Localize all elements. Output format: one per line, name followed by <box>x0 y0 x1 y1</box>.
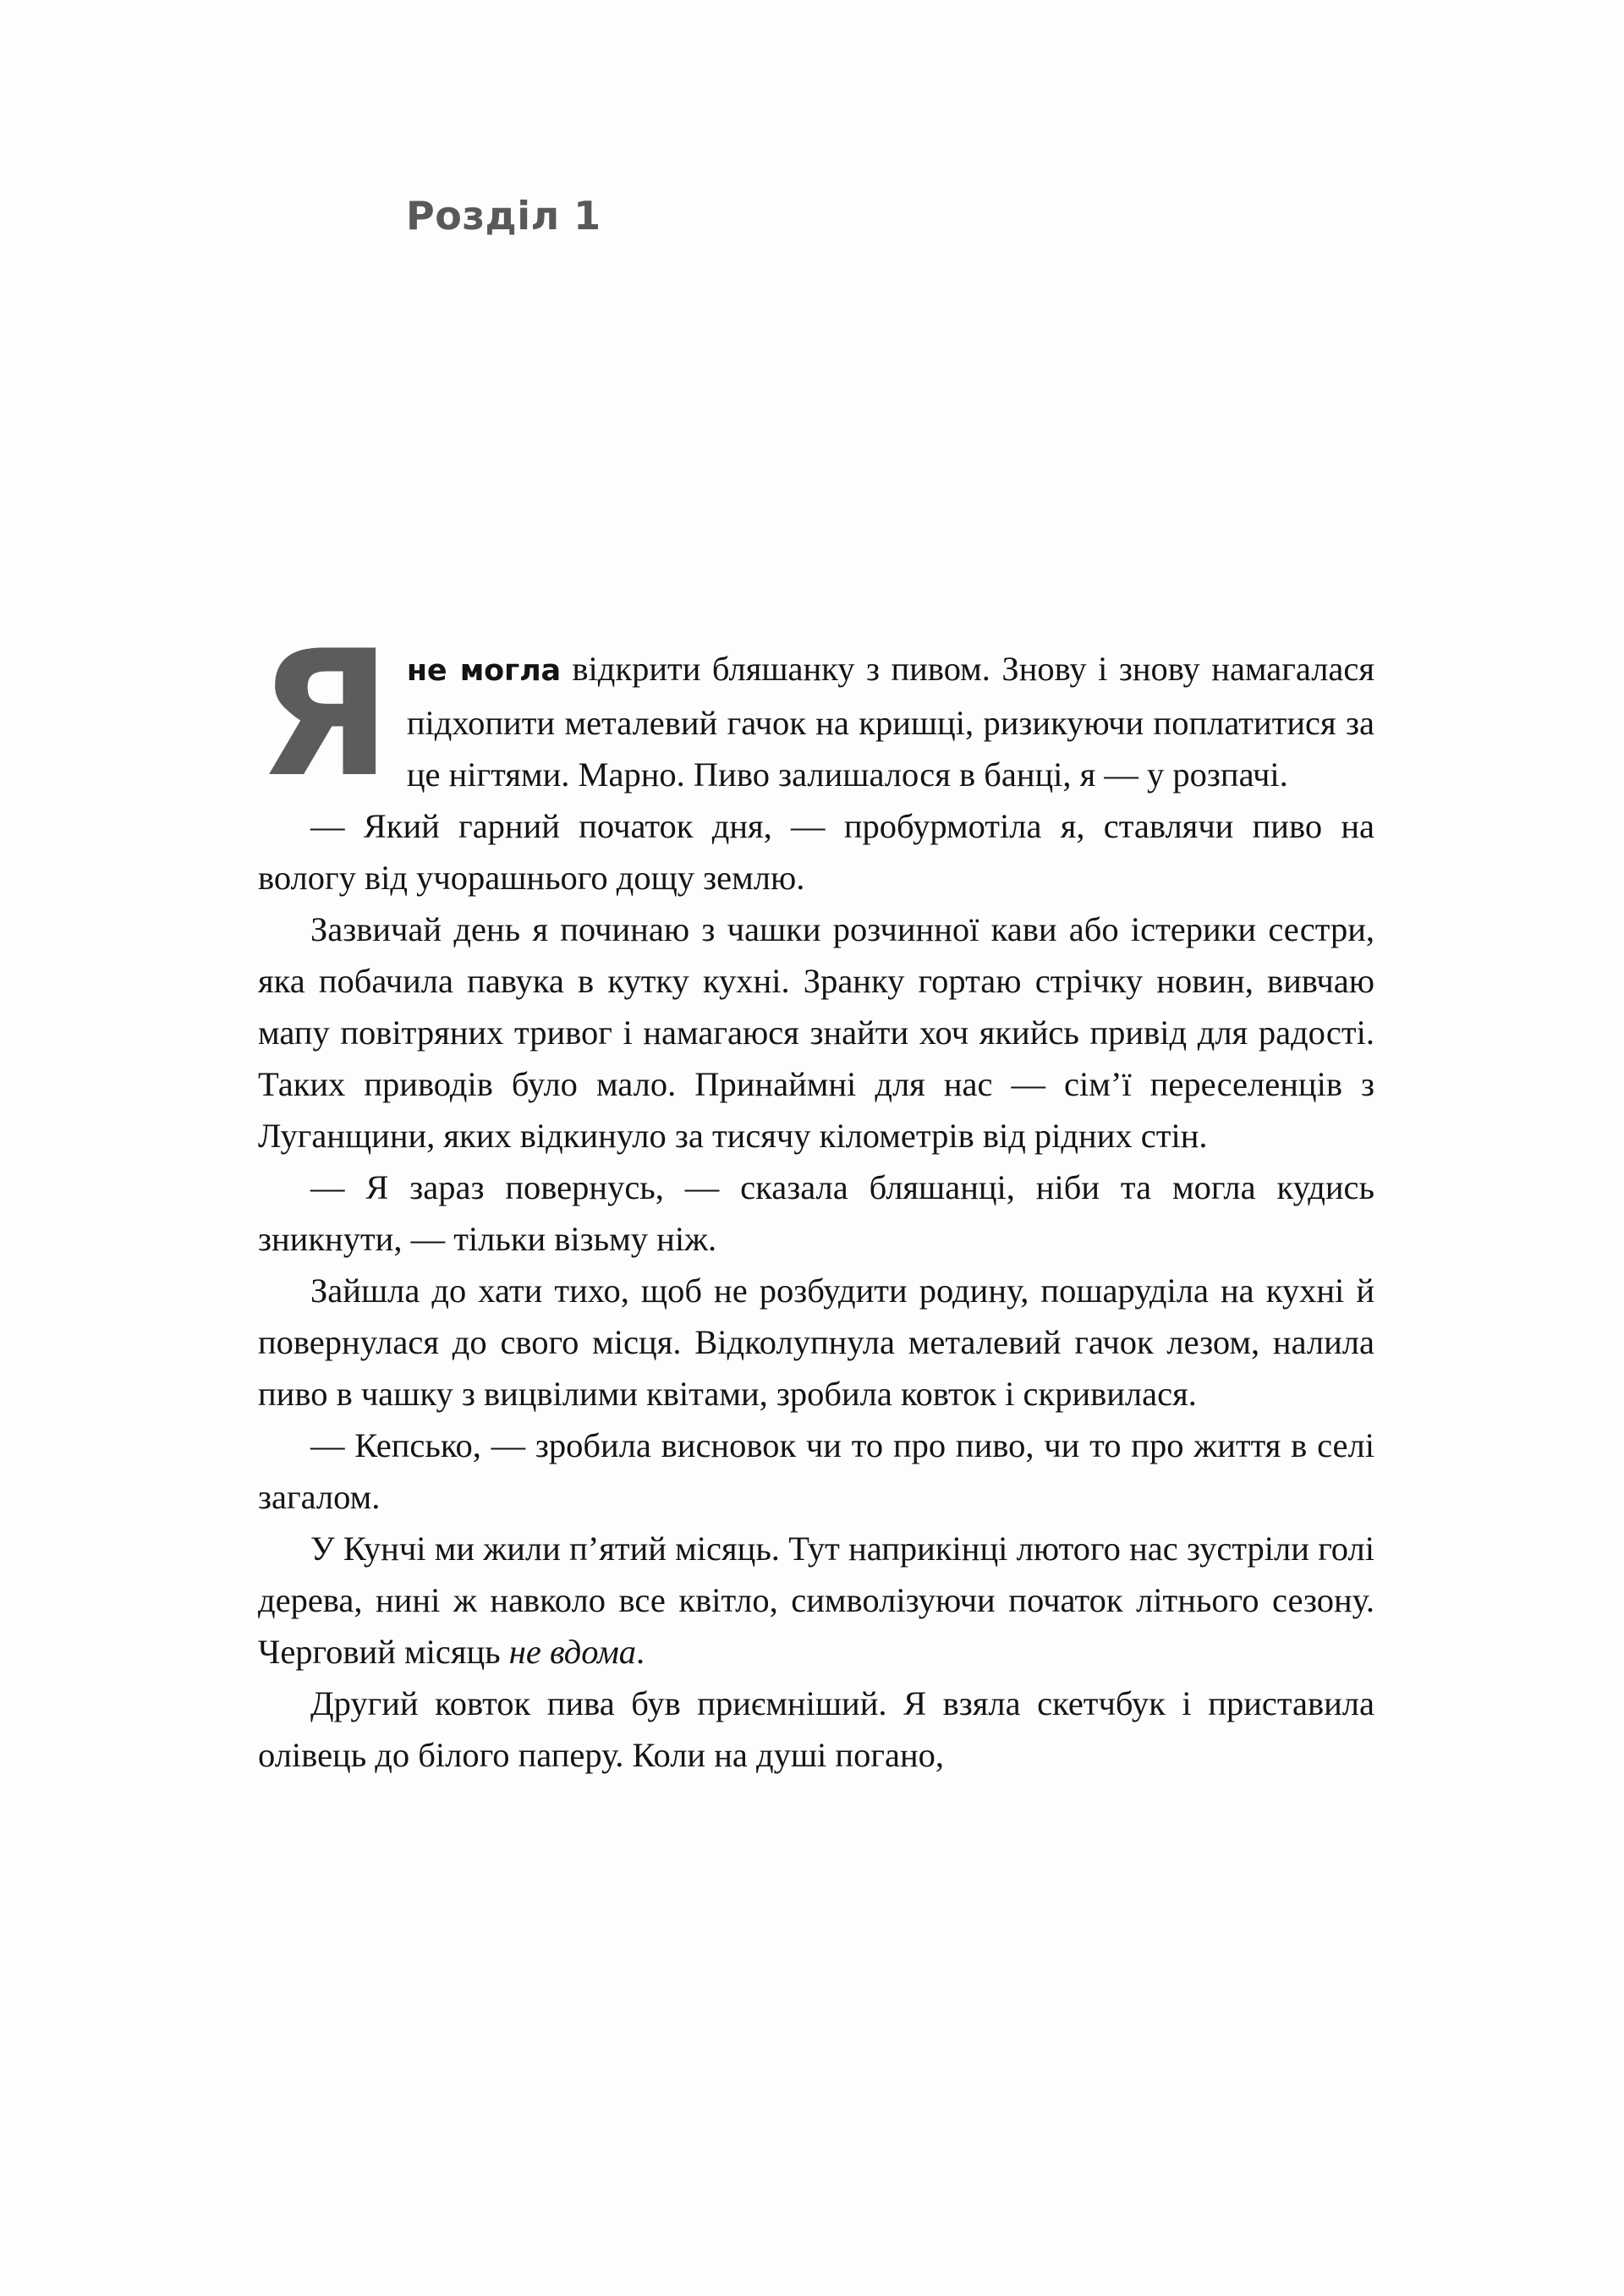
paragraph-1-text: відкрити бляшанку з пивом. Знову і знову намагалася підхопити металевий гачок на кришці, ризикуючи поплатитися за це нігтями. Марно. Пиво залишалося в банці, я — у розпачі. <box>406 650 1374 794</box>
lead-in-text: не могла <box>406 654 561 688</box>
body-text-block <box>258 614 1374 1781</box>
paragraph-5 <box>258 1265 1374 1420</box>
drop-cap: Я <box>258 614 392 816</box>
paragraph-6-text: — Кепсько, — зробила висновок чи то про пиво, чи то про життя в селі загалом. <box>258 1426 1374 1516</box>
paragraph-3 <box>258 904 1374 1162</box>
paragraph-7-italic-phrase: не вдома <box>508 1633 637 1671</box>
paragraph-5-text: Зайшла до хати тихо, щоб не розбудити родину, пошарудiла на кухні й повернулася до свого місця. Відколупнула металевий гачок лезом, налила пиво в чашку з вицвілими квітами, зробила ковток і скривилася. <box>258 1272 1374 1413</box>
paragraph-2-text: — Який гарний початок дня, — пробурмотіла я, ставлячи пиво на вологу від учорашнього дощу землю. <box>258 807 1374 897</box>
paragraph-7-text-before-italic: У Кунчі ми жили п’ятий місяць. Тут наприкінці лютого нас зустріли голі дерева, нині ж навколо все квітло, символізуючи початок літнього сезону. Черговий місяць <box>258 1530 1374 1671</box>
paragraph-1 <box>258 614 1374 816</box>
paragraph-8 <box>258 1678 1374 1781</box>
paragraph-7 <box>258 1523 1374 1678</box>
paragraph-8-text: Другий ковток пива був приємніший. Я взяла скетчбук і приставила олівець до білого паперу. Коли на душі погано, <box>258 1684 1374 1774</box>
paragraph-3-text: Зазвичай день я починаю з чашки розчинної кави або істерики сестри, яка побачила павука в кутку кухні. Зранку гортаю стрічку новин, вивчаю мапу повітряних тривог і намагаюся знайти хоч якийсь привід для радості. Таких приводів було мало. Принаймні для нас — сім’ї переселенців з Луганщини, яких відкинуло за тисячу кілометрів від рідних стін. <box>258 910 1374 1155</box>
paragraph-4 <box>258 1162 1374 1265</box>
paragraph-7-text-after-italic: . <box>636 1633 645 1671</box>
chapter-heading: Розділ 1 <box>406 193 601 239</box>
paragraph-4-text: — Я зараз повернусь, — сказала бляшанці, ніби та могла кудись зникнути, — тільки візьму ніж. <box>258 1168 1374 1258</box>
paragraph-6 <box>258 1420 1374 1523</box>
paragraph-2 <box>258 800 1374 904</box>
